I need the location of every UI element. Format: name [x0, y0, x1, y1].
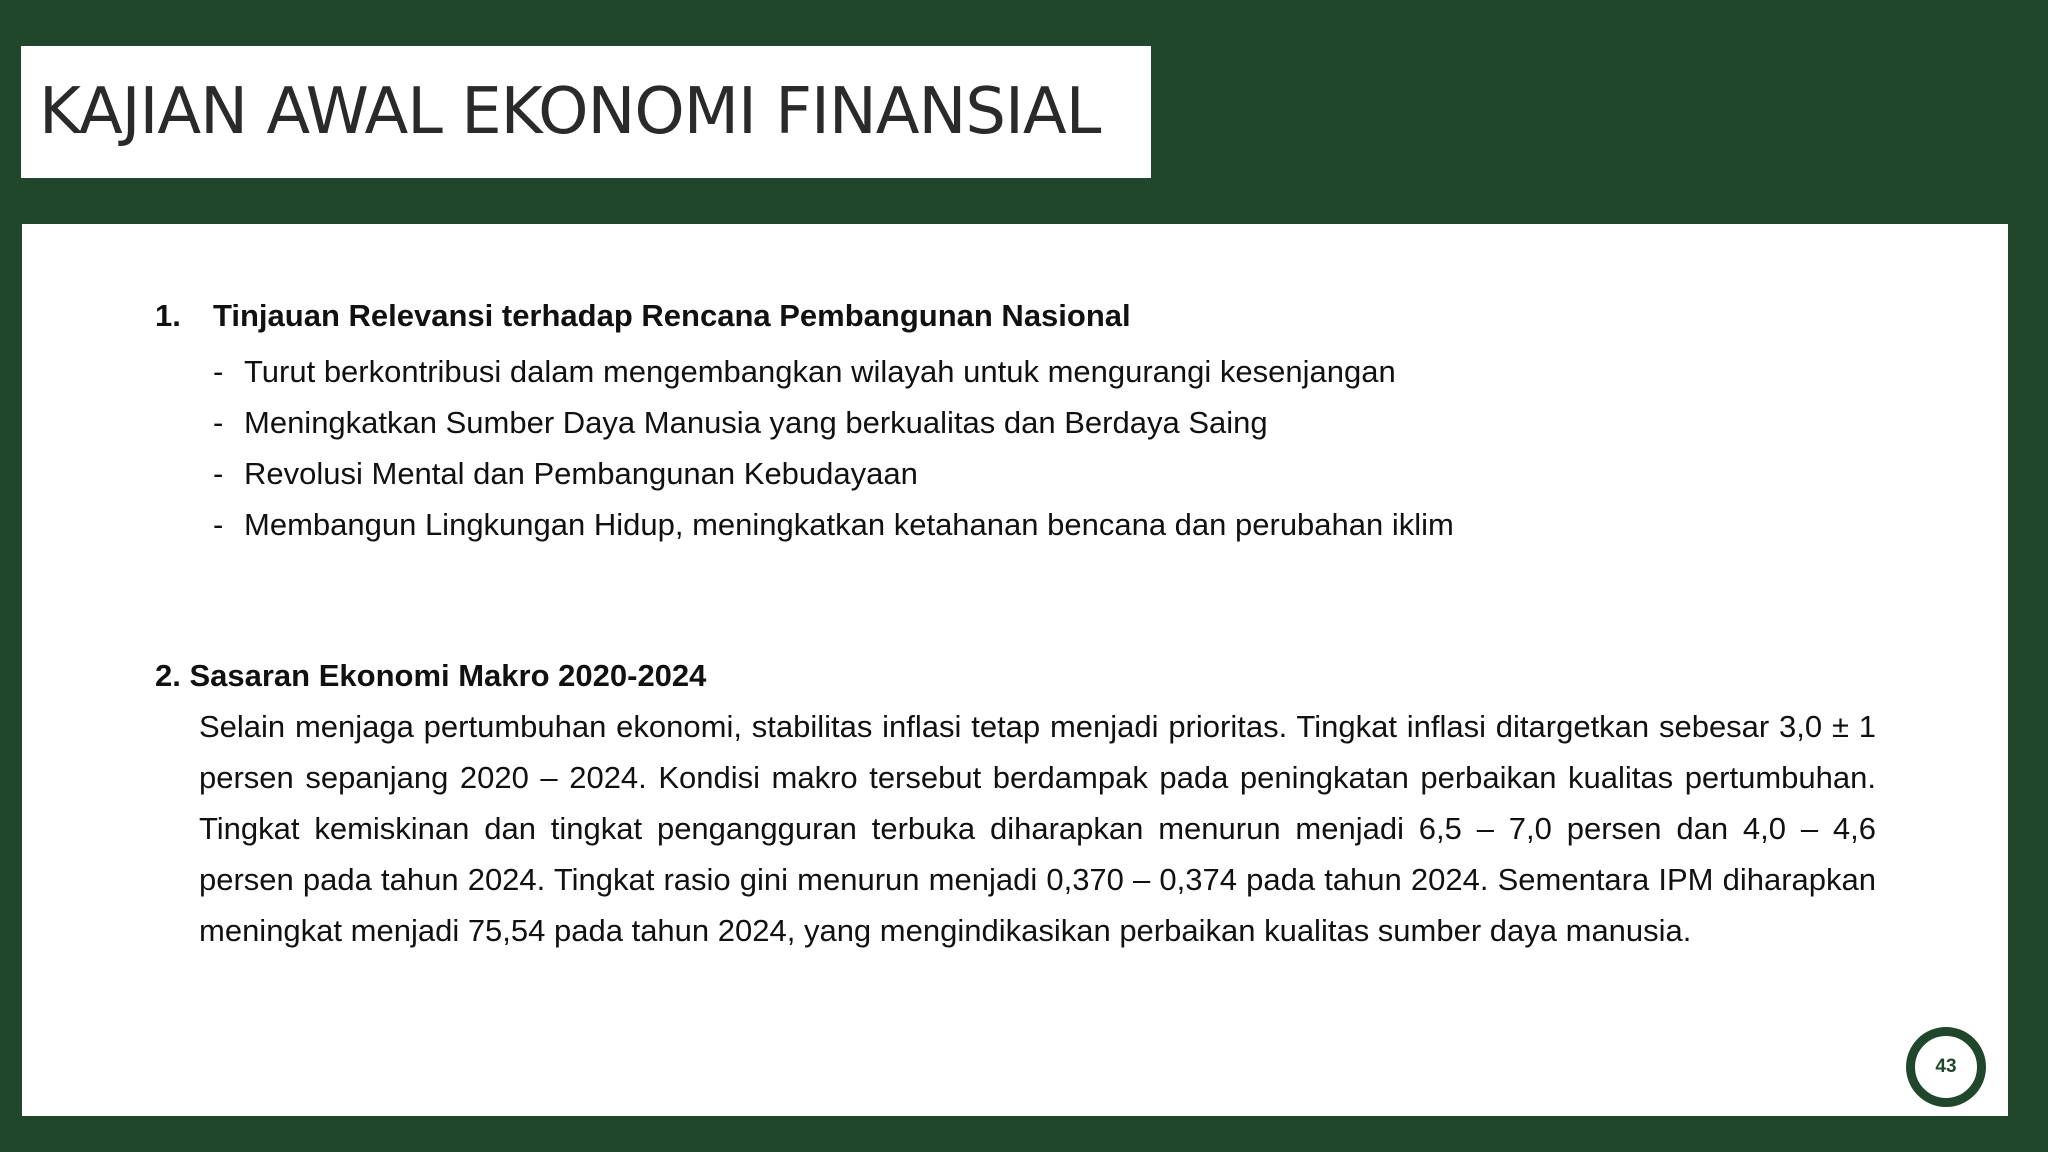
bullet-text: Meningkatkan Sumber Daya Manusia yang berkualitas dan Berdaya Saing: [244, 405, 1268, 440]
page-number: 43: [1935, 1056, 1957, 1077]
content-panel: [22, 224, 2008, 1116]
bullet-text: Turut berkontribusi dalam mengembangkan wilayah untuk mengurangi kesenjangan: [244, 354, 1396, 389]
bullet-marker: -: [213, 507, 224, 542]
list-item: [213, 448, 1454, 499]
section1-heading-text: Tinjauan Relevansi terhadap Rencana Pembangunan Nasional: [213, 298, 1131, 333]
bullet-text: Revolusi Mental dan Pembangunan Kebudayaan: [244, 456, 918, 491]
list-item: [213, 397, 1454, 448]
list-item: [213, 346, 1454, 397]
list-item: [213, 499, 1454, 550]
bullet-marker: -: [213, 405, 224, 440]
section2-paragraph: Selain menjaga pertumbuhan ekonomi, stabilitas inflasi tetap menjadi prioritas. Tingkat inflasi ditargetkan sebesar 3,0 ± 1 persen sepanjang 2020 – 2024. Kondisi makro tersebut berdampak pada peningkatan perbaikan kualitas pertumbuhan. Tingkat kemiskinan dan tingkat pengangguran terbuka diharapkan menurun menjadi 6,5 – 7,0 persen dan 4,0 – 4,6 persen pada tahun 2024. Tingkat rasio gini menurun menjadi 0,370 – 0,374 pada tahun 2024. Sementara IPM diharapkan meningkat menjadi 75,54 pada tahun 2024, yang mengindikasikan perbaikan kualitas sumber daya manusia.: [199, 709, 1876, 948]
slide-title: KAJIAN AWAL EKONOMI FINANSIAL: [39, 75, 1101, 149]
section1-bullet-list: [213, 346, 1454, 550]
page-number-badge: [1906, 1027, 1986, 1107]
bullet-text: Membangun Lingkungan Hidup, meningkatkan ketahanan bencana dan perubahan iklim: [244, 507, 1454, 542]
bullet-marker: -: [213, 456, 224, 491]
section1-heading: [155, 298, 1131, 334]
title-box: [21, 46, 1151, 178]
bullet-marker: -: [213, 354, 224, 389]
section2-heading: 2. Sasaran Ekonomi Makro 2020-2024: [155, 658, 707, 693]
section1-number: 1.: [155, 298, 181, 333]
